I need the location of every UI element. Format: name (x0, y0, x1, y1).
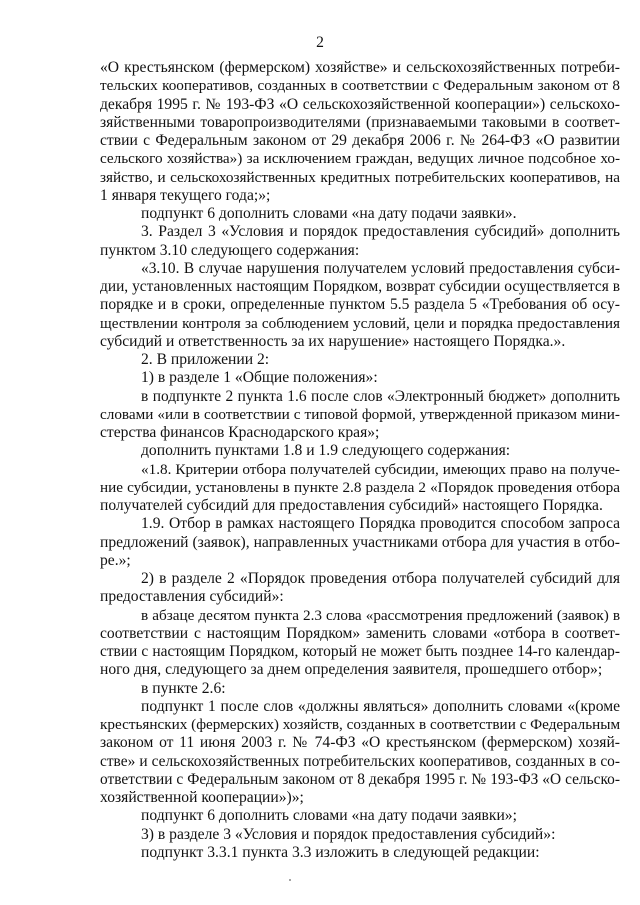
text-line: 3. Раздел 3 «Условия и порядок предоставления субсидий» дополнить (141, 223, 620, 241)
text-line: порядке и в сроки, определенные пунктом 5.5 раздела 5 «Требования об осу- (100, 296, 620, 314)
page-number: 2 (316, 34, 324, 51)
text-line: 1) в разделе 1 «Общие положения»: (141, 369, 378, 387)
text-line: в пункте 2.6: (141, 679, 226, 697)
text-line: ного дня, следующего за днем определения заявителя, прошедшего отбор»; (100, 661, 603, 679)
text-line: предложений (заявок), направленных участниками отбора для участия в отбо- (100, 533, 620, 551)
text-line: дополнить пунктами 1.8 и 1.9 следующего содержания: (141, 442, 511, 460)
text-line: крестьянских (фермерских) хозяйств, созданных в соответствии с Федеральным (100, 716, 621, 733)
text-line: ствии с Федеральным законом от 29 декабря 2006 г. № 264-ФЗ «О развитии (100, 132, 620, 149)
text-line: хозяйственной кооперации»)»; (100, 789, 304, 806)
text-line: подпункт 6 дополнить словами «на дату подачи заявки»; (141, 807, 517, 825)
text-line: ответствии с Федеральным законом от 8 декабря 1995 г. № 193-ФЗ «О сельско- (100, 770, 620, 788)
text-line: зяйство, и сельскохозяйственных кредитных потребительских кооперативов, на (100, 168, 620, 186)
text-line: «1.8. Критерии отбора получателей субсидии, имеющих право на получе- (141, 460, 620, 478)
text-line: стерства финансов Краснодарского края»; (100, 424, 380, 441)
text-line: подпункт 6 дополнить словами «на дату подачи заявки». (141, 205, 517, 222)
text-line: «3.10. В случае нарушения получателем условий предоставления субси- (141, 259, 620, 277)
text-line: подпункт 1 после слов «должны являться» дополнить словами «(кроме (141, 697, 620, 715)
text-line: сельского хозяйства») за исключением граждан, ведущих личное подсобное хо- (100, 150, 620, 168)
text-line: ре.»; (100, 551, 131, 569)
text-line: ствии с настоящим Порядком, который не может быть позднее 14-го календар- (100, 643, 620, 660)
text-line: стве» и сельскохозяйственных потребительских кооперативов, созданных в со- (100, 752, 620, 770)
text-line: 1.9. Отбор в рамках настоящего Порядка проводится способом запроса (141, 515, 620, 533)
text-line: ние субсидии, установлены в пункте 2.8 раздела 2 «Порядок проведения отбора (100, 478, 620, 496)
text-line: словами «или в соответствии с типовой формой, утвержденной приказом мини- (100, 405, 620, 423)
text-line: 1 января текущего года;»; (100, 186, 271, 204)
text-line: субсидий и ответственность за их нарушение» настоящего Порядка.». (100, 332, 566, 350)
text-line: декабря 1995 г. № 193-ФЗ «О сельскохозяйственной кооперации») сельскохо- (100, 95, 620, 113)
text-line: получателей субсидий для предоставления субсидий» настоящего Порядка. (100, 497, 603, 514)
text-line: в подпункте 2 пункта 1.6 после слов «Электронный бюджет» дополнить (141, 387, 620, 405)
text-line: предоставления субсидий»: (100, 588, 284, 606)
text-line: тельских кооперативов, созданных в соответствии с Федеральным законом от 8 (100, 77, 620, 95)
text-line: в абзаце десятом пункта 2.3 слова «рассмотрения предложений (заявок) в (141, 606, 620, 624)
text-line: законом от 11 июня 2003 г. № 74-ФЗ «О крестьянском (фермерском) хозяй- (100, 734, 620, 752)
scan-speck (289, 879, 291, 881)
text-line: дии, установленных настоящим Порядком, возврат субсидии осуществляется в (100, 278, 620, 295)
text-line: 2. В приложении 2: (141, 351, 270, 368)
text-line: соответствии с настоящим Порядком» заменить словами «отбора в соответ- (100, 624, 620, 642)
text-line: подпункт 3.3.1 пункта 3.3 изложить в следующей редакции: (141, 843, 540, 861)
document-body (100, 59, 620, 862)
text-line: зяйственными товаропроизводителями (признаваемыми таковыми в соответ- (100, 113, 620, 131)
text-line: 3) в разделе 3 «Условия и порядок предоставления субсидий»: (141, 825, 556, 843)
text-line: ществлении контроля за соблюдением условий, цели и порядка предоставления (100, 314, 620, 332)
text-line: пунктом 3.10 следующего содержания: (100, 241, 360, 259)
text-line: «О крестьянском (фермерском) хозяйстве» и сельскохозяйственных потреби- (100, 59, 620, 76)
text-line: 2) в разделе 2 «Порядок проведения отбора получателей субсидий для (141, 570, 620, 587)
